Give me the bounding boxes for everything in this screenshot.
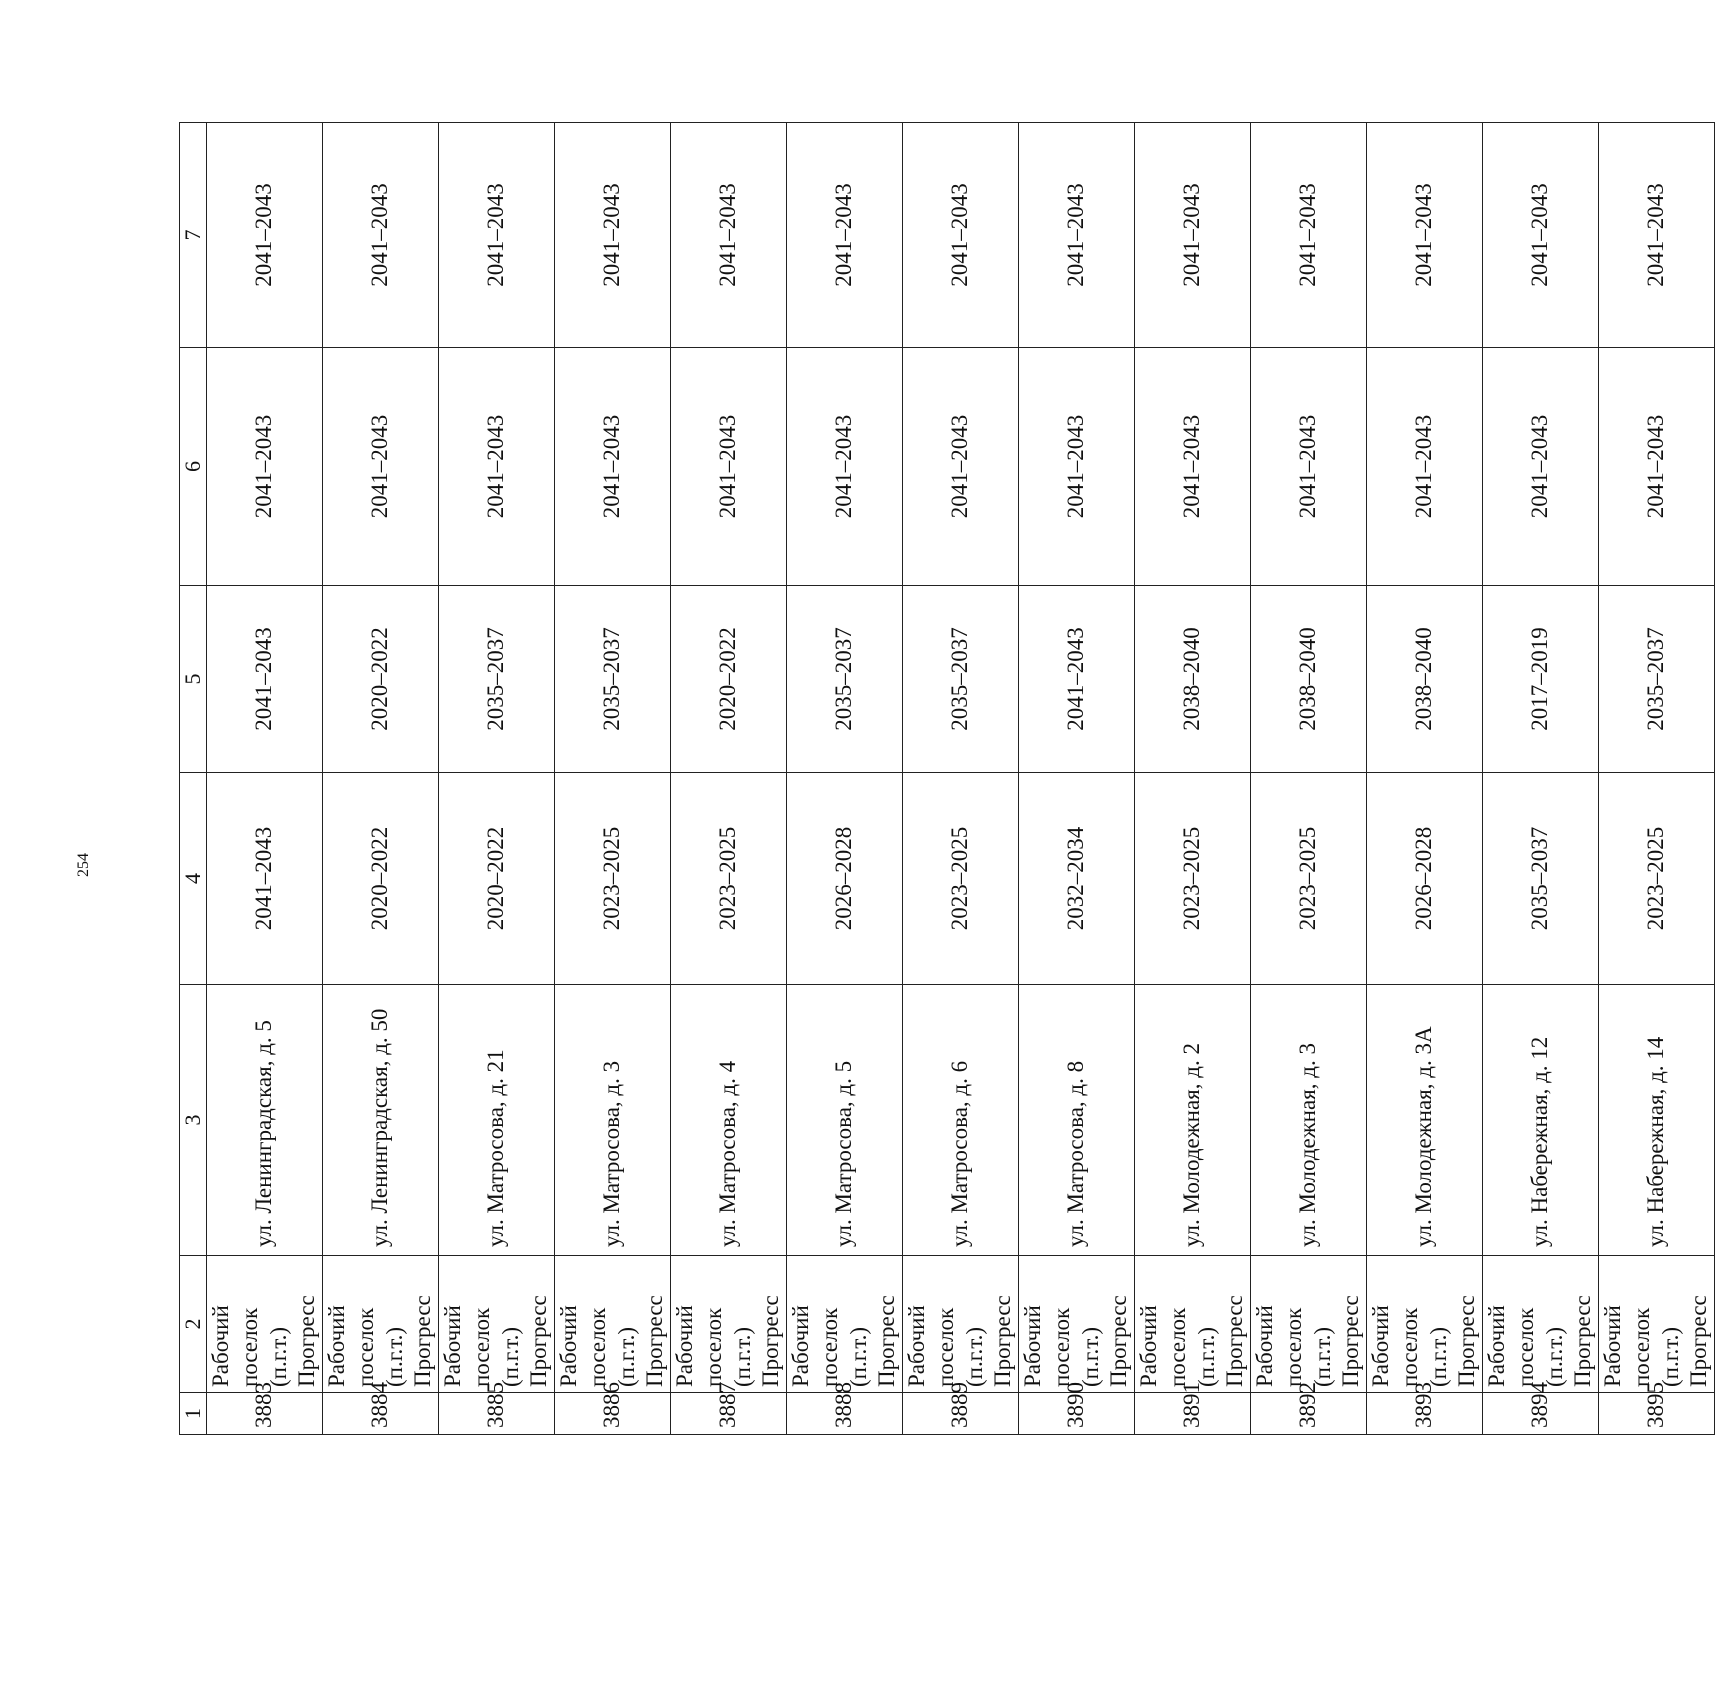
period-col5-cell: 2020–2022 [323,586,439,773]
address-cell: ул. Ленинградская, д. 50 [323,985,439,1256]
address-cell: ул. Ленинградская, д. 5 [207,985,323,1256]
address-cell: ул. Набережная, д. 14 [1599,985,1715,1256]
period-col5-cell: 2041–2043 [207,586,323,773]
period-col4-cell: 2023–2025 [1251,773,1367,985]
row-number-cell: 3895 [1599,1393,1715,1435]
table-row [1483,123,1599,1435]
period-col4-cell: 2035–2037 [1483,773,1599,985]
period-col5-cell: 2020–2022 [671,586,787,773]
period-col6-cell: 2041–2043 [1483,348,1599,586]
row-number-cell: 3885 [439,1393,555,1435]
period-col6-cell: 2041–2043 [787,348,903,586]
period-col6-cell: 2041–2043 [903,348,1019,586]
address-cell: ул. Матросова, д. 8 [1019,985,1135,1256]
period-col7-cell: 2041–2043 [1599,123,1715,348]
header-cell-3: 3 [180,985,207,1256]
locality-cell: Рабочий поселок (п.г.т.) Прогресс [1135,1256,1251,1393]
period-col6-cell: 2041–2043 [1019,348,1135,586]
period-col7-cell: 2041–2043 [439,123,555,348]
period-col5-cell: 2017–2019 [1483,586,1599,773]
locality-cell: Рабочий поселок (п.г.т.) Прогресс [1251,1256,1367,1393]
period-col5-cell: 2035–2037 [439,586,555,773]
period-col4-cell: 2023–2025 [1599,773,1715,985]
address-cell: ул. Молодежная, д. 3А [1367,985,1483,1256]
period-col7-cell: 2041–2043 [1251,123,1367,348]
table-container [179,123,1712,1435]
row-number-cell: 3890 [1019,1393,1135,1435]
period-col4-cell: 2023–2025 [1135,773,1251,985]
schedule-table [179,122,1715,1435]
table-row [1599,123,1715,1435]
header-cell-2: 2 [180,1256,207,1393]
row-number-cell: 3886 [555,1393,671,1435]
period-col4-cell: 2026–2028 [1367,773,1483,985]
table-row [671,123,787,1435]
period-col6-cell: 2041–2043 [439,348,555,586]
period-col7-cell: 2041–2043 [1367,123,1483,348]
address-cell: ул. Матросова, д. 21 [439,985,555,1256]
table-row [207,123,323,1435]
table-header-row [180,123,207,1435]
locality-cell: Рабочий поселок (п.г.т.) Прогресс [903,1256,1019,1393]
period-col6-cell: 2041–2043 [1135,348,1251,586]
period-col6-cell: 2041–2043 [671,348,787,586]
address-cell: ул. Матросова, д. 4 [671,985,787,1256]
header-cell-6: 6 [180,348,207,586]
period-col4-cell: 2020–2022 [439,773,555,985]
period-col5-cell: 2038–2040 [1251,586,1367,773]
address-cell: ул. Матросова, д. 3 [555,985,671,1256]
table-row [1135,123,1251,1435]
locality-cell: Рабочий поселок (п.г.т.) Прогресс [207,1256,323,1393]
locality-cell: Рабочий поселок (п.г.т.) Прогресс [1599,1256,1715,1393]
row-number-cell: 3889 [903,1393,1019,1435]
address-cell: ул. Матросова, д. 6 [903,985,1019,1256]
period-col4-cell: 2026–2028 [787,773,903,985]
period-col7-cell: 2041–2043 [207,123,323,348]
period-col5-cell: 2041–2043 [1019,586,1135,773]
period-col7-cell: 2041–2043 [671,123,787,348]
period-col4-cell: 2032–2034 [1019,773,1135,985]
header-cell-4: 4 [180,773,207,985]
period-col4-cell: 2020–2022 [323,773,439,985]
period-col7-cell: 2041–2043 [1019,123,1135,348]
row-number-cell: 3894 [1483,1393,1599,1435]
period-col6-cell: 2041–2043 [1599,348,1715,586]
period-col5-cell: 2035–2037 [1599,586,1715,773]
period-col5-cell: 2038–2040 [1367,586,1483,773]
period-col6-cell: 2041–2043 [1367,348,1483,586]
header-cell-1: 1 [180,1393,207,1435]
row-number-cell: 3893 [1367,1393,1483,1435]
period-col7-cell: 2041–2043 [323,123,439,348]
period-col5-cell: 2035–2037 [787,586,903,773]
period-col5-cell: 2038–2040 [1135,586,1251,773]
period-col5-cell: 2035–2037 [903,586,1019,773]
period-col4-cell: 2023–2025 [555,773,671,985]
locality-cell: Рабочий поселок (п.г.т.) Прогресс [439,1256,555,1393]
table-row [323,123,439,1435]
table-row [555,123,671,1435]
table-row [787,123,903,1435]
address-cell: ул. Молодежная, д. 2 [1135,985,1251,1256]
locality-cell: Рабочий поселок (п.г.т.) Прогресс [671,1256,787,1393]
locality-cell: Рабочий поселок (п.г.т.) Прогресс [323,1256,439,1393]
period-col7-cell: 2041–2043 [1135,123,1251,348]
locality-cell: Рабочий поселок (п.г.т.) Прогресс [1367,1256,1483,1393]
locality-cell: Рабочий поселок (п.г.т.) Прогресс [787,1256,903,1393]
period-col4-cell: 2023–2025 [903,773,1019,985]
address-cell: ул. Матросова, д. 5 [787,985,903,1256]
period-col5-cell: 2035–2037 [555,586,671,773]
locality-cell: Рабочий поселок (п.г.т.) Прогресс [1019,1256,1135,1393]
period-col7-cell: 2041–2043 [1483,123,1599,348]
header-cell-7: 7 [180,123,207,348]
row-number-cell: 3887 [671,1393,787,1435]
period-col6-cell: 2041–2043 [207,348,323,586]
row-number-cell: 3888 [787,1393,903,1435]
table-row [1251,123,1367,1435]
row-number-cell: 3891 [1135,1393,1251,1435]
period-col4-cell: 2041–2043 [207,773,323,985]
period-col7-cell: 2041–2043 [555,123,671,348]
row-number-cell: 3884 [323,1393,439,1435]
period-col7-cell: 2041–2043 [903,123,1019,348]
period-col6-cell: 2041–2043 [323,348,439,586]
address-cell: ул. Набережная, д. 12 [1483,985,1599,1256]
row-number-cell: 3892 [1251,1393,1367,1435]
period-col6-cell: 2041–2043 [555,348,671,586]
table-row [1367,123,1483,1435]
period-col6-cell: 2041–2043 [1251,348,1367,586]
table-row [903,123,1019,1435]
page-number: 254 [75,853,92,877]
table-row [1019,123,1135,1435]
table-row [439,123,555,1435]
header-cell-5: 5 [180,586,207,773]
period-col4-cell: 2023–2025 [671,773,787,985]
address-cell: ул. Молодежная, д. 3 [1251,985,1367,1256]
locality-cell: Рабочий поселок (п.г.т.) Прогресс [1483,1256,1599,1393]
row-number-cell: 3883 [207,1393,323,1435]
locality-cell: Рабочий поселок (п.г.т.) Прогресс [555,1256,671,1393]
period-col7-cell: 2041–2043 [787,123,903,348]
